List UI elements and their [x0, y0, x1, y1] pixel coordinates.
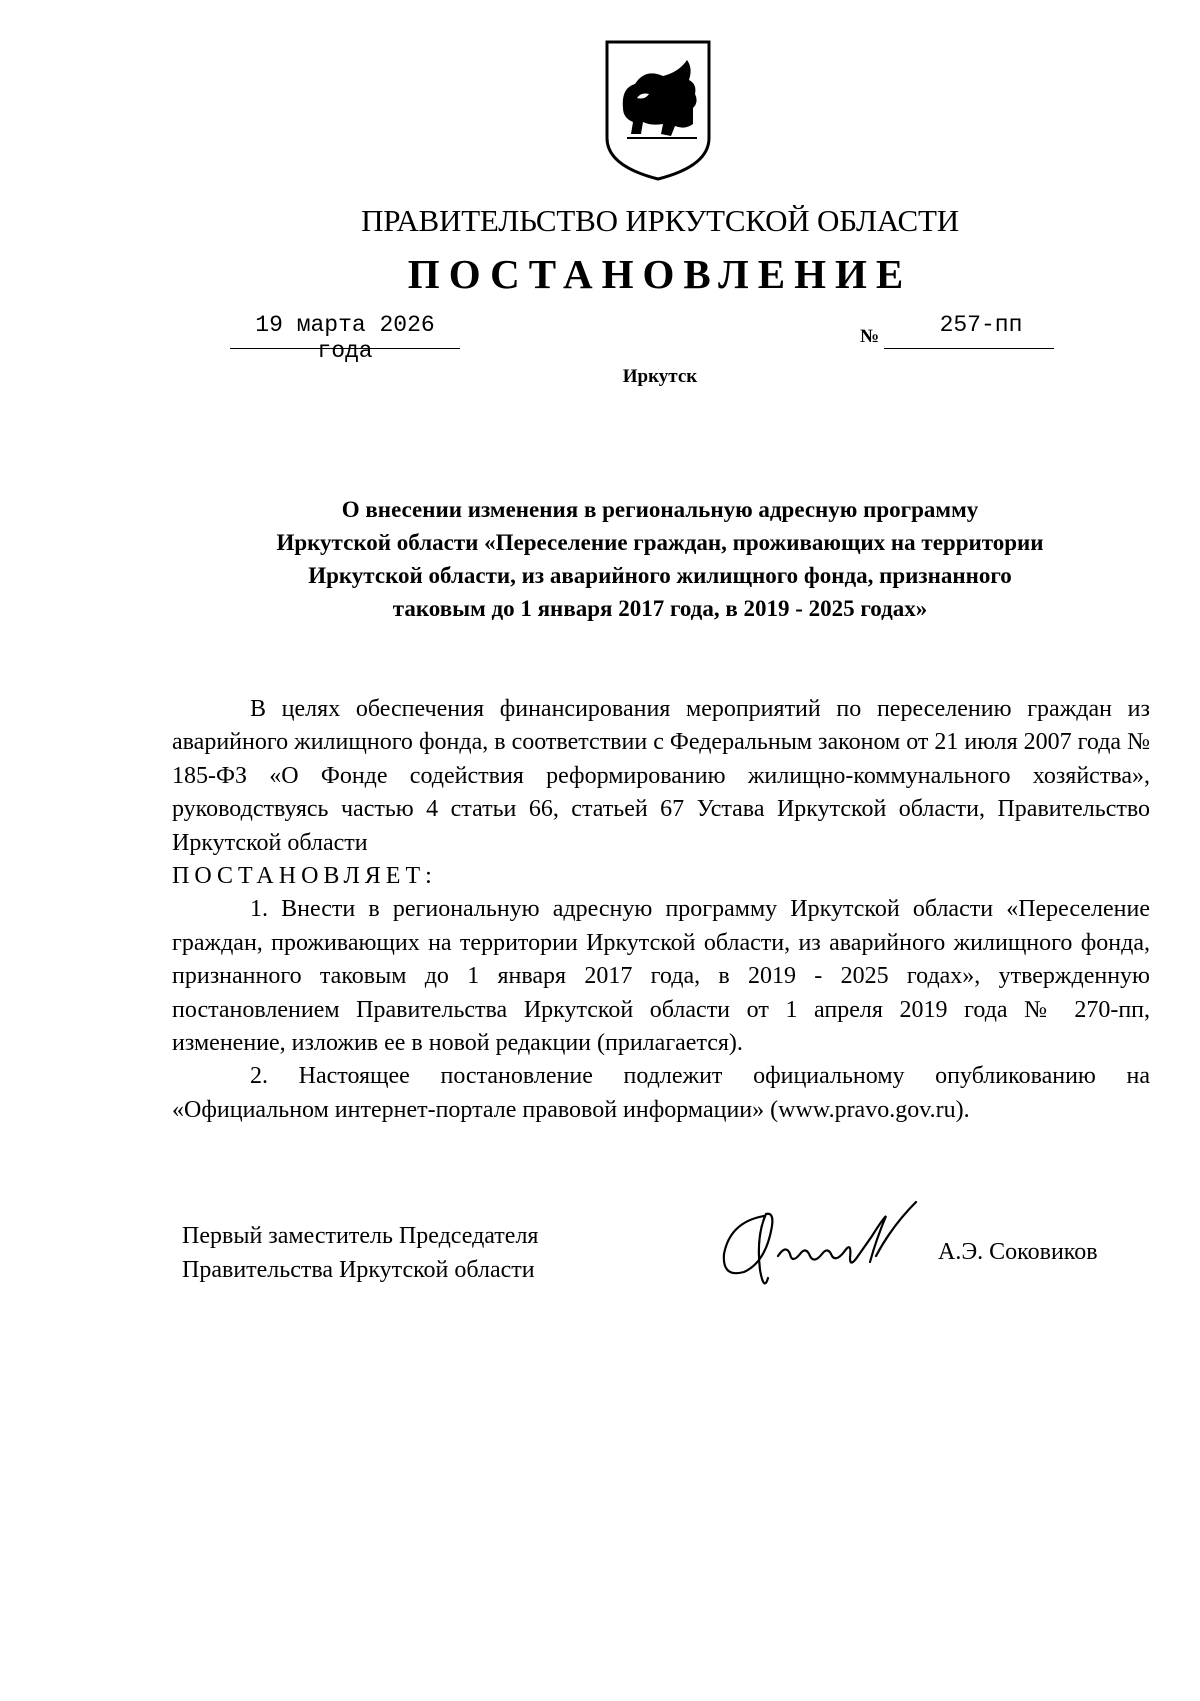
government-name: ПРАВИТЕЛЬСТВО ИРКУТСКОЙ ОБЛАСТИ: [361, 203, 959, 238]
signer-name: А.Э. Соковиков: [938, 1239, 1098, 1265]
document-number: 257-пп: [939, 312, 1023, 338]
document-number-field: [884, 312, 1054, 338]
subject-line: таковым до 1 января 2017 года, в 2019 - 2025 годах»: [392, 596, 928, 621]
document-subject: [170, 493, 1150, 625]
city-name: Иркутск: [622, 366, 698, 387]
subject-line: Иркутской области «Переселение граждан, проживающих на территории: [276, 530, 1044, 555]
handwritten-signature-icon: [716, 1196, 920, 1296]
document-body: [172, 693, 1150, 1127]
subject-line: О внесении изменения в региональную адресную программу: [341, 497, 979, 522]
number-underline: [884, 348, 1054, 349]
document-date-field: [230, 312, 460, 364]
item-2-paragraph: 2. Настоящее постановление подлежит официальному опубликованию на «Официальном интернет-портале правовой информации» (www.pravo.gov.ru).: [172, 1063, 1150, 1123]
subject-line: Иркутской области, из аварийного жилищного фонда, признанного: [308, 563, 1012, 588]
signer-position-line: Правительства Иркутской области: [182, 1257, 535, 1283]
date-underline: [230, 348, 460, 349]
document-type-title: ПОСТАНОВЛЕНИЕ: [407, 251, 913, 297]
item-1-paragraph: 1. Внести в региональную адресную программу Иркутской области «Переселение граждан, проживающих на территории Иркутской области, из аварийного жилищного фонда, признанного таковым до 1 января 2017 года, в 2019 - 2025 годах», утвержденную постановлением Правительства Иркутской области от 1 апреля 2019 года № 270-пп, изменение, изложив ее в новой редакции (прилагается).: [172, 896, 1150, 1057]
coat-of-arms-icon: [601, 38, 715, 182]
resolves-keyword: ПОСТАНОВЛЯЕТ:: [172, 863, 437, 890]
signer-position-line: Первый заместитель Председателя: [182, 1223, 539, 1249]
document-date: 19 марта 2026 года: [255, 312, 435, 364]
preamble-paragraph: В целях обеспечения финансирования мероприятий по переселению граждан из аварийного жилищного фонда, в соответствии с Федеральным законом от 21 июля 2007 года № 185-ФЗ «О Фонде содействия реформированию жилищно-коммунального хозяйства», руководствуясь частью 4 статьи 66, статьей 67 Устава Иркутской области, Правительство Иркутской области: [172, 696, 1150, 856]
number-sign: №: [860, 326, 880, 347]
signer-position: [182, 1219, 642, 1287]
